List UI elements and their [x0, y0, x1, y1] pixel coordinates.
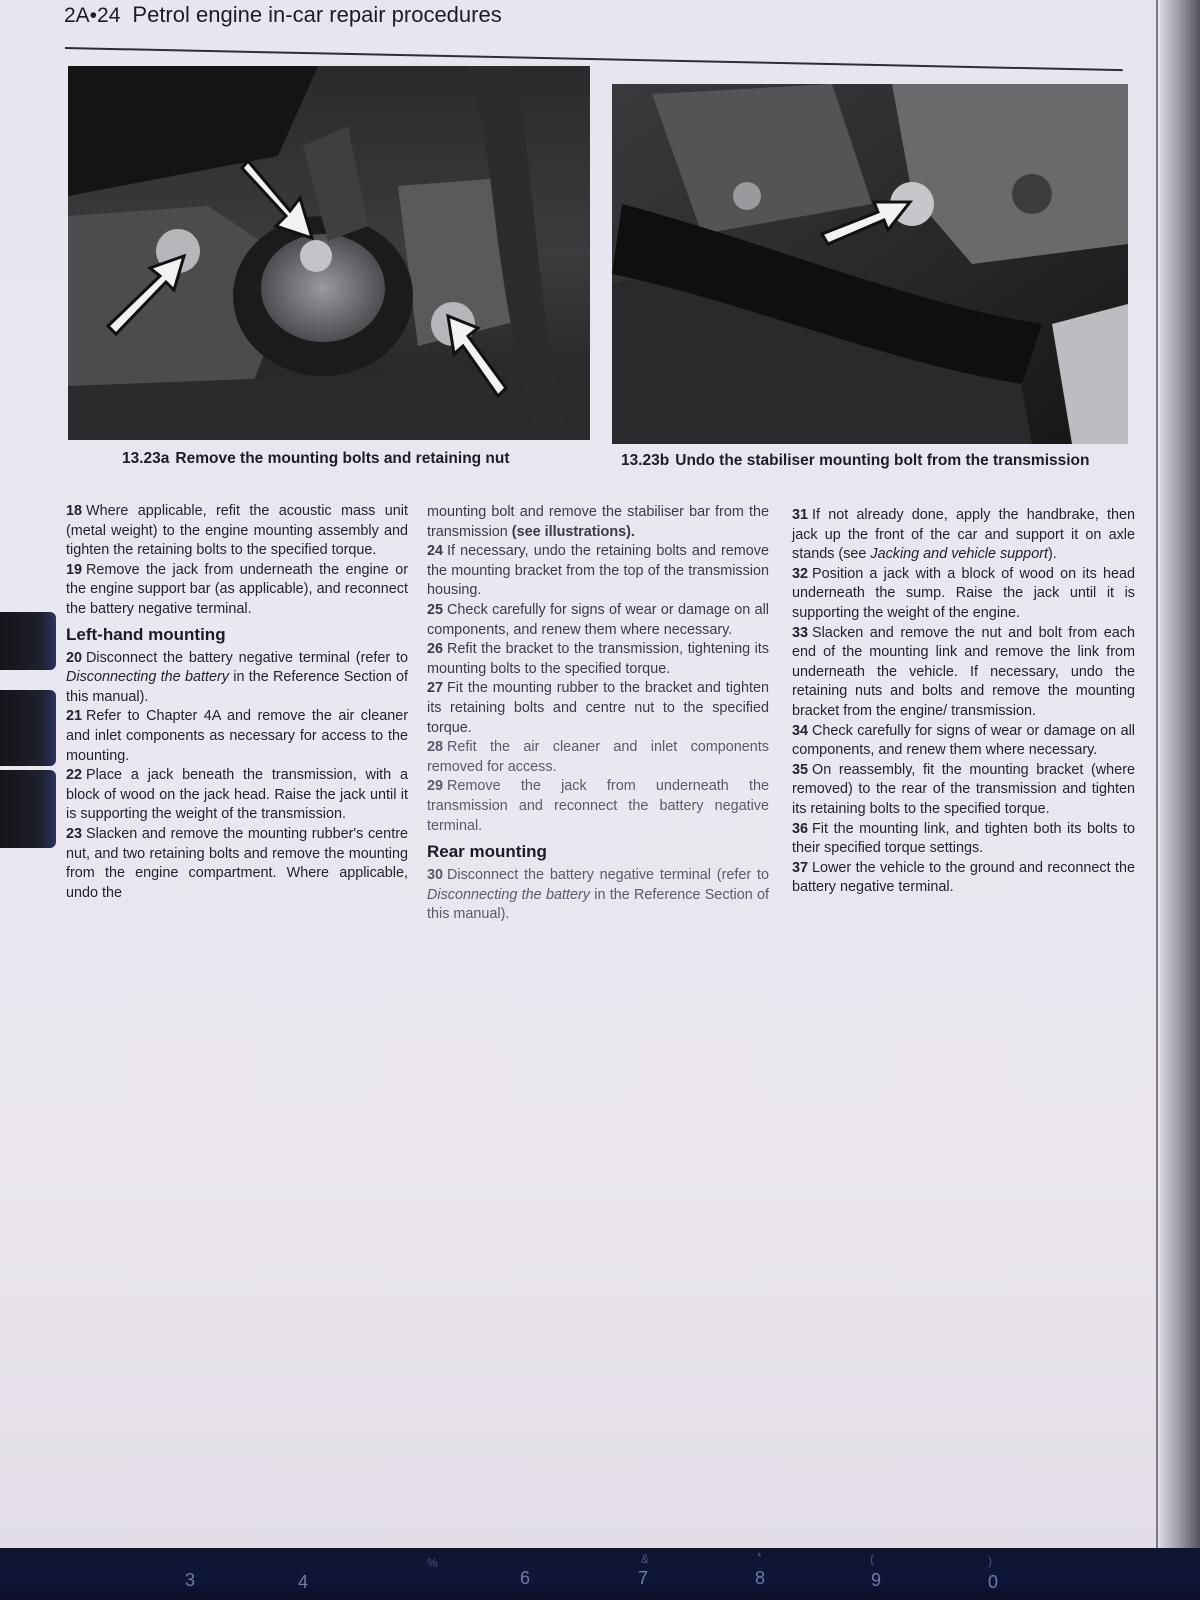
paragraph-31	[792, 506, 1135, 565]
photo-stabiliser-bolt	[612, 84, 1128, 444]
figure-caption	[122, 450, 510, 468]
index-tab	[0, 770, 56, 848]
paragraph-37	[792, 859, 1135, 898]
step-number: 19	[66, 561, 83, 578]
step-text: in the Reference Section of this manual).	[427, 886, 770, 923]
page-title: Petrol engine in-car repair procedures	[132, 2, 502, 27]
step-number: 33	[792, 624, 809, 641]
keyboard-key-symbol: %	[427, 1556, 438, 1570]
paragraph-29	[427, 777, 769, 836]
paragraph-23-continued	[427, 503, 769, 542]
step-text: Where applicable, refit the acoustic mass unit (metal weight) to the engine mounting assembly and tighten the retaining bolts to the specified torque.	[66, 503, 408, 559]
step-text: ).	[1047, 546, 1057, 563]
text-column-1	[66, 502, 408, 903]
step-text-bold: (see illustrations).	[511, 523, 635, 540]
step-text: Remove the jack from underneath the transmission and reconnect the battery negative terminal.	[427, 778, 769, 834]
step-text: Place a jack beneath the transmission, with a block of wood on the jack head. Raise the jack until it is supporting the weight of the transmission.	[66, 767, 408, 823]
step-text: Refer to Chapter 4A and remove the air cleaner and inlet components as necessary for access to the mounting.	[66, 708, 408, 764]
figure-caption-text: Remove the mounting bolts and retaining nut	[175, 450, 510, 467]
figure-number: 13.23b	[621, 452, 670, 469]
paragraph-32	[792, 565, 1135, 624]
step-number: 21	[66, 708, 83, 725]
step-text: Fit the mounting rubber to the bracket and tighten its retaining bolts and centre nut to the specified torque.	[427, 680, 769, 736]
step-number: 27	[427, 680, 444, 697]
paragraph-21	[66, 707, 408, 766]
step-number: 34	[792, 722, 809, 739]
paragraph-18	[66, 502, 408, 561]
step-number: 30	[427, 867, 444, 884]
step-text: Position a jack with a block of wood on its head underneath the sump. Raise the jack until it is supporting the weight of the engine.	[792, 565, 1135, 621]
paragraph-35	[792, 761, 1135, 820]
step-number: 20	[66, 649, 83, 666]
keyboard-key-symbol: *	[757, 1550, 762, 1564]
page-edge-shadow	[1160, 0, 1200, 1560]
section-heading: Left-hand mounting	[66, 624, 226, 644]
step-text-italic: Disconnecting the battery	[427, 886, 590, 903]
figure-caption	[621, 452, 1089, 470]
step-number: 24	[427, 543, 444, 560]
keyboard-key: 4	[298, 1572, 309, 1592]
step-number: 18	[66, 503, 83, 519]
step-text: Disconnect the battery negative terminal (refer to	[86, 649, 408, 666]
step-text: Check carefully for signs of wear or damage on all components, and renew them where necessary.	[792, 722, 1135, 759]
paragraph-20	[66, 649, 408, 708]
paragraph-34	[792, 722, 1135, 761]
step-number: 23	[66, 825, 83, 842]
step-text: mounting bolt and remove the stabiliser bar from the transmission	[427, 504, 769, 540]
figure-number: 13.23a	[122, 450, 170, 467]
keyboard-key: 0	[988, 1572, 999, 1592]
step-text-italic: Disconnecting the battery	[66, 669, 229, 686]
step-text: Check carefully for signs of wear or damage on all components, and renew them where necessary.	[427, 601, 769, 638]
paragraph-27	[427, 679, 769, 738]
step-text: Slacken and remove the nut and bolt from each end of the mounting link and remove the link from underneath the vehicle. If necessary, undo the retaining nuts and bolts and remove the mounting bracket from the engine/ transmission.	[792, 624, 1135, 719]
keyboard-key-symbol: (	[870, 1552, 874, 1566]
step-text-italic: Jacking and vehicle support	[870, 546, 1048, 563]
paragraph-30	[427, 866, 769, 925]
paragraph-22	[66, 766, 408, 825]
step-text: If necessary, undo the retaining bolts and remove the mounting bracket from the top of the transmission housing.	[427, 543, 769, 599]
step-number: 31	[792, 507, 809, 523]
step-text: Lower the vehicle to the ground and reconnect the battery negative terminal.	[792, 859, 1135, 896]
paragraph-33	[792, 624, 1135, 722]
keyboard-key: 9	[871, 1570, 882, 1590]
step-text: in the Reference Section of this manual).	[66, 669, 409, 705]
step-number: 22	[66, 767, 83, 784]
keyboard-key: 6	[520, 1568, 531, 1588]
section-id: 2A•24	[64, 4, 121, 27]
keyboard-key: 8	[755, 1568, 766, 1588]
step-number: 29	[427, 778, 444, 795]
step-text: Refit the air cleaner and inlet components removed for access.	[427, 739, 769, 775]
step-number: 32	[792, 565, 809, 582]
section-heading: Rear mounting	[427, 842, 547, 862]
keyboard-key-symbol: &	[641, 1552, 650, 1566]
step-number: 35	[792, 761, 809, 778]
paragraph-28	[427, 738, 769, 777]
step-number: 36	[792, 820, 809, 837]
paragraph-25	[427, 601, 769, 640]
step-text: Refit the bracket to the transmission, tightening its mounting bolts to the specified torque.	[427, 641, 769, 677]
paragraph-36	[792, 820, 1135, 859]
text-column-3	[792, 506, 1135, 898]
page-header	[64, 2, 502, 28]
step-text: Fit the mounting link, and tighten both its bolts to their specified torque settings.	[792, 820, 1135, 857]
paragraph-24	[427, 542, 769, 601]
index-tab	[0, 690, 56, 766]
index-tab	[0, 612, 56, 670]
paragraph-23	[66, 825, 408, 903]
step-text: Remove the jack from underneath the engine or the engine support bar (as applicable), and reconnect the battery negative terminal.	[66, 561, 408, 617]
figure-caption-text: Undo the stabiliser mounting bolt from the transmission	[675, 452, 1090, 469]
step-number: 37	[792, 859, 809, 876]
step-text: Slacken and remove the mounting rubber's centre nut, and two retaining bolts and remove the mounting from the engine compartment. Where applicable, undo the	[66, 825, 408, 901]
photo-engine-mounting	[68, 66, 590, 440]
step-text: Disconnect the battery negative terminal (refer to	[447, 867, 769, 884]
step-number: 26	[427, 641, 444, 658]
paragraph-19	[66, 561, 408, 620]
keyboard-key: 7	[638, 1568, 649, 1588]
paragraph-26	[427, 640, 769, 679]
text-column-2	[427, 503, 769, 925]
keyboard-key: 3	[185, 1570, 196, 1590]
page-edge-line	[1156, 0, 1158, 1560]
step-text: On reassembly, fit the mounting bracket (where removed) to the rear of the transmission and tighten its retaining bolts to the specified torque.	[792, 761, 1135, 817]
step-text: If not already done, apply the handbrake, then jack up the front of the car and support it on axle stands (see	[792, 507, 1135, 563]
step-number: 25	[427, 601, 444, 618]
keyboard-strip	[0, 1548, 1200, 1600]
step-number: 28	[427, 739, 444, 756]
keyboard-key-symbol: )	[988, 1554, 992, 1568]
